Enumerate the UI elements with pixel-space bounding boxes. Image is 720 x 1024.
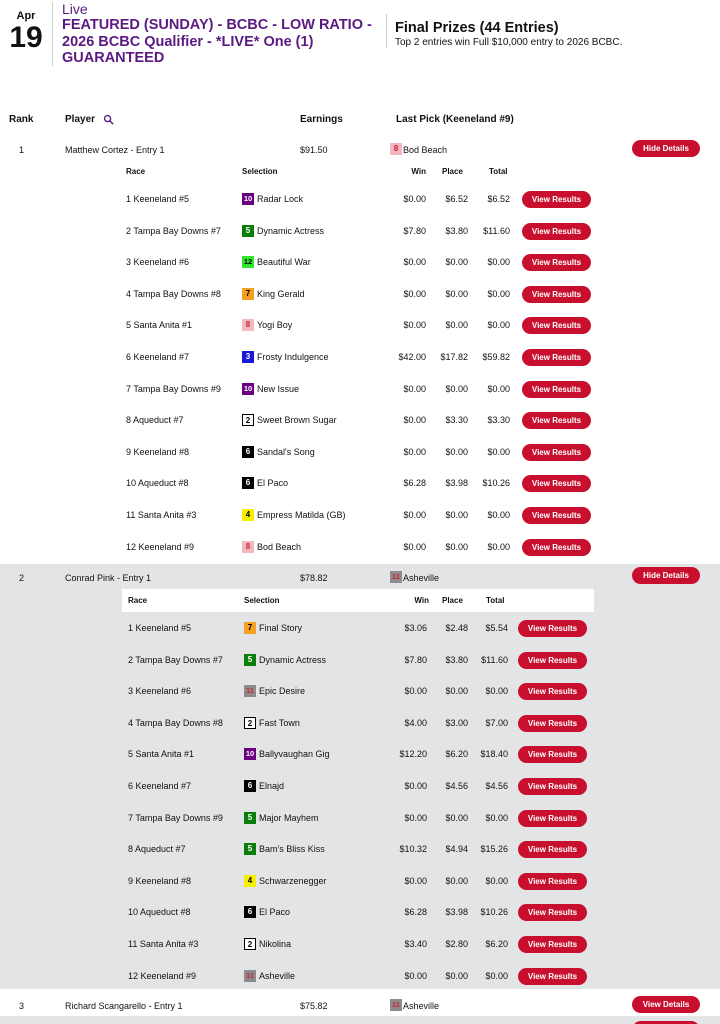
pick-place: $0.00 [445, 970, 468, 981]
player-row [0, 564, 720, 989]
pick-selection: Sandal's Song [257, 446, 315, 457]
last-pick-horse: Asheville [403, 573, 440, 583]
selection-number-badge: 7 [242, 288, 254, 300]
pick-race: 6 Keeneland #7 [128, 781, 192, 791]
picks-header-race: Race [128, 596, 148, 605]
pick-row [122, 871, 594, 891]
pick-win: $0.00 [403, 415, 426, 426]
pick-win: $42.00 [398, 352, 426, 362]
pick-race: 10 Aqueduct #8 [126, 478, 189, 489]
pick-total: $0.00 [487, 383, 510, 394]
selection-number-badge: 10 [243, 194, 253, 203]
view-results-button[interactable]: View Results [518, 936, 587, 953]
pick-race: 5 Santa Anita #1 [126, 320, 193, 331]
view-results-button[interactable]: View Results [522, 191, 591, 208]
pick-row [122, 839, 594, 859]
pick-race: 7 Tampa Bay Downs #9 [126, 383, 221, 394]
view-results-button[interactable]: View Results [522, 349, 591, 366]
pick-selection: Nikolina [259, 939, 292, 949]
selection-number-badge: 7 [244, 622, 256, 634]
pick-race: 6 Keeneland #7 [126, 352, 190, 362]
last-pick-horse: Bod Beach [403, 145, 448, 155]
pick-total: $5.54 [485, 623, 508, 633]
last-pick-badge: 11 [390, 999, 402, 1011]
pick-place: $0.00 [445, 510, 468, 520]
pick-win: $0.00 [403, 383, 426, 394]
player-name[interactable]: Matthew Cortez - Entry 1 [65, 145, 165, 155]
pick-total: $11.60 [483, 225, 510, 236]
view-results-button[interactable]: View Results [522, 539, 591, 556]
selection-number-badge: 6 [244, 906, 256, 918]
pick-win: $0.00 [404, 970, 427, 981]
selection-number-badge: 5 [244, 812, 256, 824]
column-header-last-pick: Last Pick (Keeneland #9) [396, 114, 514, 125]
last-pick-horse: Asheville [403, 1001, 440, 1011]
selection-number-badge: 3 [242, 351, 254, 363]
picks-header-selection: Selection [242, 167, 278, 176]
view-results-button[interactable]: View Results [518, 652, 587, 669]
pick-win: $0.00 [403, 446, 426, 457]
picks-header-win: Win [411, 167, 426, 176]
pick-race: 10 Aqueduct #8 [128, 907, 191, 918]
pick-place: $3.98 [445, 907, 468, 918]
pick-row [120, 284, 600, 304]
view-results-button[interactable]: View Results [522, 475, 591, 492]
pick-total: $0.00 [487, 446, 510, 457]
pick-win: $4.00 [404, 717, 427, 728]
pick-row [120, 505, 600, 525]
pick-race: 3 Keeneland #6 [128, 686, 192, 697]
pick-total: $11.60 [481, 654, 508, 665]
column-header-rank: Rank [9, 114, 34, 125]
pick-row [122, 902, 594, 922]
pick-row [120, 410, 600, 430]
pick-selection: Beautiful War [257, 257, 311, 268]
selection-number-badge: 8 [242, 319, 254, 331]
pick-race: 9 Keeneland #8 [126, 446, 190, 457]
picks-table-header [122, 589, 594, 612]
pick-row [122, 776, 594, 796]
pick-row [120, 537, 600, 557]
pick-place: $2.80 [445, 939, 468, 949]
pick-row [120, 315, 600, 335]
pick-selection: New Issue [257, 383, 300, 394]
player-row-next [0, 1016, 720, 1024]
pick-selection: El Paco [257, 478, 289, 489]
view-results-button[interactable]: View Results [518, 810, 587, 827]
pick-selection: Sweet Brown Sugar [257, 415, 337, 426]
pick-place: $3.98 [445, 478, 468, 489]
selection-number-badge: 12 [243, 257, 253, 267]
pick-place: $0.00 [445, 875, 468, 886]
pick-place: $17.82 [440, 352, 468, 362]
view-results-button[interactable]: View Results [522, 286, 591, 303]
pick-row [120, 252, 600, 272]
picks-header-place: Place [442, 596, 463, 605]
pick-win: $0.00 [404, 781, 427, 791]
selection-number-badge: 11 [244, 685, 256, 697]
player-rank: 2 [19, 573, 25, 583]
picks-header-race: Race [126, 167, 146, 176]
pick-win: $0.00 [403, 320, 426, 331]
pick-selection: Fast Town [259, 717, 300, 728]
player-name[interactable]: Richard Scangarello - Entry 1 [65, 1001, 183, 1011]
pick-row [120, 473, 600, 493]
pick-total: $0.00 [485, 875, 508, 886]
pick-row [120, 221, 600, 241]
pick-row [122, 744, 594, 764]
pick-place: $3.80 [445, 654, 468, 665]
pick-selection: El Paco [259, 907, 291, 918]
pick-row [122, 650, 594, 670]
view-results-button[interactable]: View Results [522, 412, 591, 429]
pick-selection: Bod Beach [257, 541, 302, 552]
pick-win: $0.00 [403, 288, 426, 299]
view-results-button[interactable]: View Results [518, 746, 587, 763]
divider [52, 2, 53, 66]
pick-place: $6.20 [445, 749, 468, 760]
pick-race: 9 Keeneland #8 [128, 875, 192, 886]
pick-selection: Final Story [259, 623, 303, 633]
pick-total: $0.00 [485, 686, 508, 697]
view-results-button[interactable]: View Results [518, 873, 587, 890]
pick-race: 8 Aqueduct #7 [126, 415, 184, 426]
pick-total: $6.20 [485, 939, 508, 949]
pick-place: $3.80 [445, 225, 468, 236]
selection-number-badge: 6 [242, 477, 254, 489]
view-results-button[interactable]: View Results [518, 841, 587, 858]
view-results-button[interactable]: View Results [518, 778, 587, 795]
view-details-button[interactable]: View Details [632, 996, 700, 1013]
event-day: 19 [9, 21, 43, 54]
pick-win: $0.00 [403, 194, 426, 204]
view-results-button[interactable]: View Results [522, 223, 591, 240]
pick-race: 1 Keeneland #5 [128, 623, 192, 633]
pick-selection: Dynamic Actress [259, 654, 327, 665]
pick-win: $0.00 [403, 541, 426, 552]
pick-race: 1 Keeneland #5 [126, 194, 190, 204]
picks-header-total: Total [486, 596, 505, 605]
pick-selection: Epic Desire [259, 686, 306, 697]
player-earnings: $75.82 [300, 1001, 328, 1011]
pick-total: $3.30 [487, 415, 510, 426]
pick-total: $59.82 [482, 352, 510, 362]
pick-place: $0.00 [445, 686, 468, 697]
view-results-button[interactable]: View Results [518, 683, 587, 700]
pick-win: $0.00 [404, 812, 427, 823]
pick-win: $3.06 [404, 623, 427, 633]
pick-row [122, 713, 594, 733]
pick-place: $3.00 [445, 717, 468, 728]
pick-place: $0.00 [445, 383, 468, 394]
player-row [0, 138, 720, 563]
selection-number-badge: 2 [242, 414, 254, 426]
pick-place: $0.00 [445, 446, 468, 457]
view-results-button[interactable]: View Results [522, 507, 591, 524]
pick-race: 11 Santa Anita #3 [126, 510, 197, 520]
selection-number-badge: 5 [244, 843, 256, 855]
pick-race: 11 Santa Anita #3 [128, 939, 199, 949]
pick-total: $0.00 [487, 288, 510, 299]
view-results-button[interactable]: View Results [522, 381, 591, 398]
pick-total: $4.56 [485, 781, 508, 791]
pick-race: 8 Aqueduct #7 [128, 844, 186, 855]
selection-number-badge: 4 [244, 875, 256, 887]
pick-row [122, 681, 594, 701]
pick-place: $3.30 [445, 415, 468, 426]
pick-race: 2 Tampa Bay Downs #7 [128, 654, 223, 665]
pick-selection: Frosty Indulgence [257, 352, 329, 362]
selection-number-badge: 8 [242, 541, 254, 553]
pick-win: $0.00 [403, 510, 426, 520]
pick-selection: Asheville [259, 970, 296, 981]
pick-selection: Dynamic Actress [257, 225, 325, 236]
pick-selection: Schwarzenegger [259, 875, 327, 886]
pick-selection: Bam's Bliss Kiss [259, 844, 325, 855]
pick-total: $0.00 [487, 320, 510, 331]
pick-selection: Ballyvaughan Gig [259, 749, 330, 760]
player-earnings: $91.50 [300, 145, 328, 155]
picks-header-selection: Selection [244, 596, 280, 605]
hide-details-button[interactable]: Hide Details [632, 140, 700, 157]
pick-place: $0.00 [445, 288, 468, 299]
prizes-description: Top 2 entries win Full $10,000 entry to 2026 BCBC. [395, 37, 623, 48]
pick-row [122, 966, 594, 986]
pick-place: $0.00 [445, 541, 468, 552]
divider [386, 14, 387, 48]
pick-selection: King Gerald [257, 288, 305, 299]
column-header-player[interactable]: Player [65, 114, 96, 125]
player-name[interactable]: Conrad Pink - Entry 1 [65, 573, 152, 583]
pick-race: 12 Keeneland #9 [126, 541, 195, 552]
player-rank: 3 [19, 1001, 25, 1011]
pick-total: $0.00 [485, 970, 508, 981]
view-results-button[interactable]: View Results [522, 444, 591, 461]
pick-race: 2 Tampa Bay Downs #7 [126, 225, 221, 236]
pick-place: $4.94 [445, 844, 468, 855]
selection-number-badge: 11 [244, 970, 256, 982]
picks-table [120, 163, 600, 563]
pick-selection: Major Mayhem [259, 812, 319, 823]
pick-win: $12.20 [399, 749, 427, 760]
pick-win: $10.32 [399, 844, 427, 855]
pick-place: $6.52 [445, 194, 468, 204]
pick-place: $4.56 [445, 781, 468, 791]
pick-total: $0.00 [487, 257, 510, 268]
last-pick-badge: 8 [390, 143, 402, 155]
pick-total: $0.00 [485, 812, 508, 823]
pick-total: $10.26 [480, 907, 508, 918]
pick-win: $0.00 [404, 875, 427, 886]
pick-total: $7.00 [485, 717, 508, 728]
pick-race: 12 Keeneland #9 [128, 970, 197, 981]
last-pick-badge: 11 [390, 571, 402, 583]
pick-row [122, 618, 594, 638]
view-results-button[interactable]: View Results [518, 904, 587, 921]
event-status: Live [62, 1, 88, 17]
pick-win: $0.00 [404, 686, 427, 697]
pick-row [120, 189, 600, 209]
view-results-button[interactable]: View Results [518, 620, 587, 637]
prizes-title: Final Prizes (44 Entries) [395, 20, 559, 36]
picks-header-win: Win [414, 596, 429, 605]
selection-number-badge: 5 [244, 654, 256, 666]
pick-selection: Radar Lock [257, 194, 304, 204]
contest-title: FEATURED (SUNDAY) - BCBC - LOW RATIO - 2026 BCBC Qualifier - *LIVE* One (1) GUARANTEED [62, 17, 372, 66]
page-header [0, 0, 720, 70]
view-results-button[interactable]: View Results [522, 317, 591, 334]
pick-win: $6.28 [404, 907, 427, 918]
pick-win: $0.00 [403, 257, 426, 268]
pick-total: $10.26 [482, 478, 510, 489]
picks-header-total: Total [489, 167, 508, 176]
pick-place: $2.48 [445, 623, 468, 633]
event-date [8, 10, 44, 53]
selection-number-badge: 2 [244, 938, 256, 950]
pick-selection: Empress Matilda (GB) [257, 510, 346, 520]
pick-row [120, 442, 600, 462]
selection-number-badge: 10 [245, 749, 255, 759]
pick-win: $6.28 [403, 478, 426, 489]
pick-row [122, 934, 594, 954]
pick-row [122, 808, 594, 828]
picks-header-place: Place [442, 167, 463, 176]
selection-number-badge: 6 [242, 446, 254, 458]
player-earnings: $78.82 [300, 573, 328, 583]
pick-win: $3.40 [404, 939, 427, 949]
pick-race: 5 Santa Anita #1 [128, 749, 195, 760]
view-results-button[interactable]: View Results [518, 715, 587, 732]
pick-race: 3 Keeneland #6 [126, 257, 190, 268]
pick-win: $7.80 [404, 654, 427, 665]
selection-number-badge: 6 [244, 780, 256, 792]
pick-place: $0.00 [445, 320, 468, 331]
pick-total: $6.52 [487, 194, 510, 204]
player-row [0, 994, 720, 1016]
selection-number-badge: 4 [242, 509, 254, 521]
pick-race: 4 Tampa Bay Downs #8 [128, 717, 223, 728]
pick-race: 4 Tampa Bay Downs #8 [126, 288, 221, 299]
pick-place: $0.00 [445, 257, 468, 268]
event-month: Apr [16, 10, 36, 22]
pick-place: $0.00 [445, 812, 468, 823]
pick-selection: Yogi Boy [257, 320, 293, 331]
pick-total: $0.00 [487, 510, 510, 520]
pick-selection: Elnajd [259, 781, 285, 791]
column-header-earnings: Earnings [300, 114, 343, 125]
pick-win: $7.80 [403, 225, 426, 236]
search-icon[interactable] [103, 114, 114, 125]
selection-number-badge: 5 [242, 225, 254, 237]
pick-total: $15.26 [480, 844, 508, 855]
player-rank: 1 [19, 145, 25, 155]
selection-number-badge: 10 [243, 383, 253, 393]
view-results-button[interactable]: View Results [522, 254, 591, 271]
selection-number-badge: 2 [244, 717, 256, 729]
pick-total: $0.00 [487, 541, 510, 552]
pick-row [120, 379, 600, 399]
pick-row [120, 347, 600, 367]
picks-table [122, 612, 594, 989]
hide-details-button[interactable]: Hide Details [632, 567, 700, 584]
pick-total: $18.40 [480, 749, 508, 760]
view-results-button[interactable]: View Results [518, 968, 587, 985]
pick-race: 7 Tampa Bay Downs #9 [128, 812, 223, 823]
